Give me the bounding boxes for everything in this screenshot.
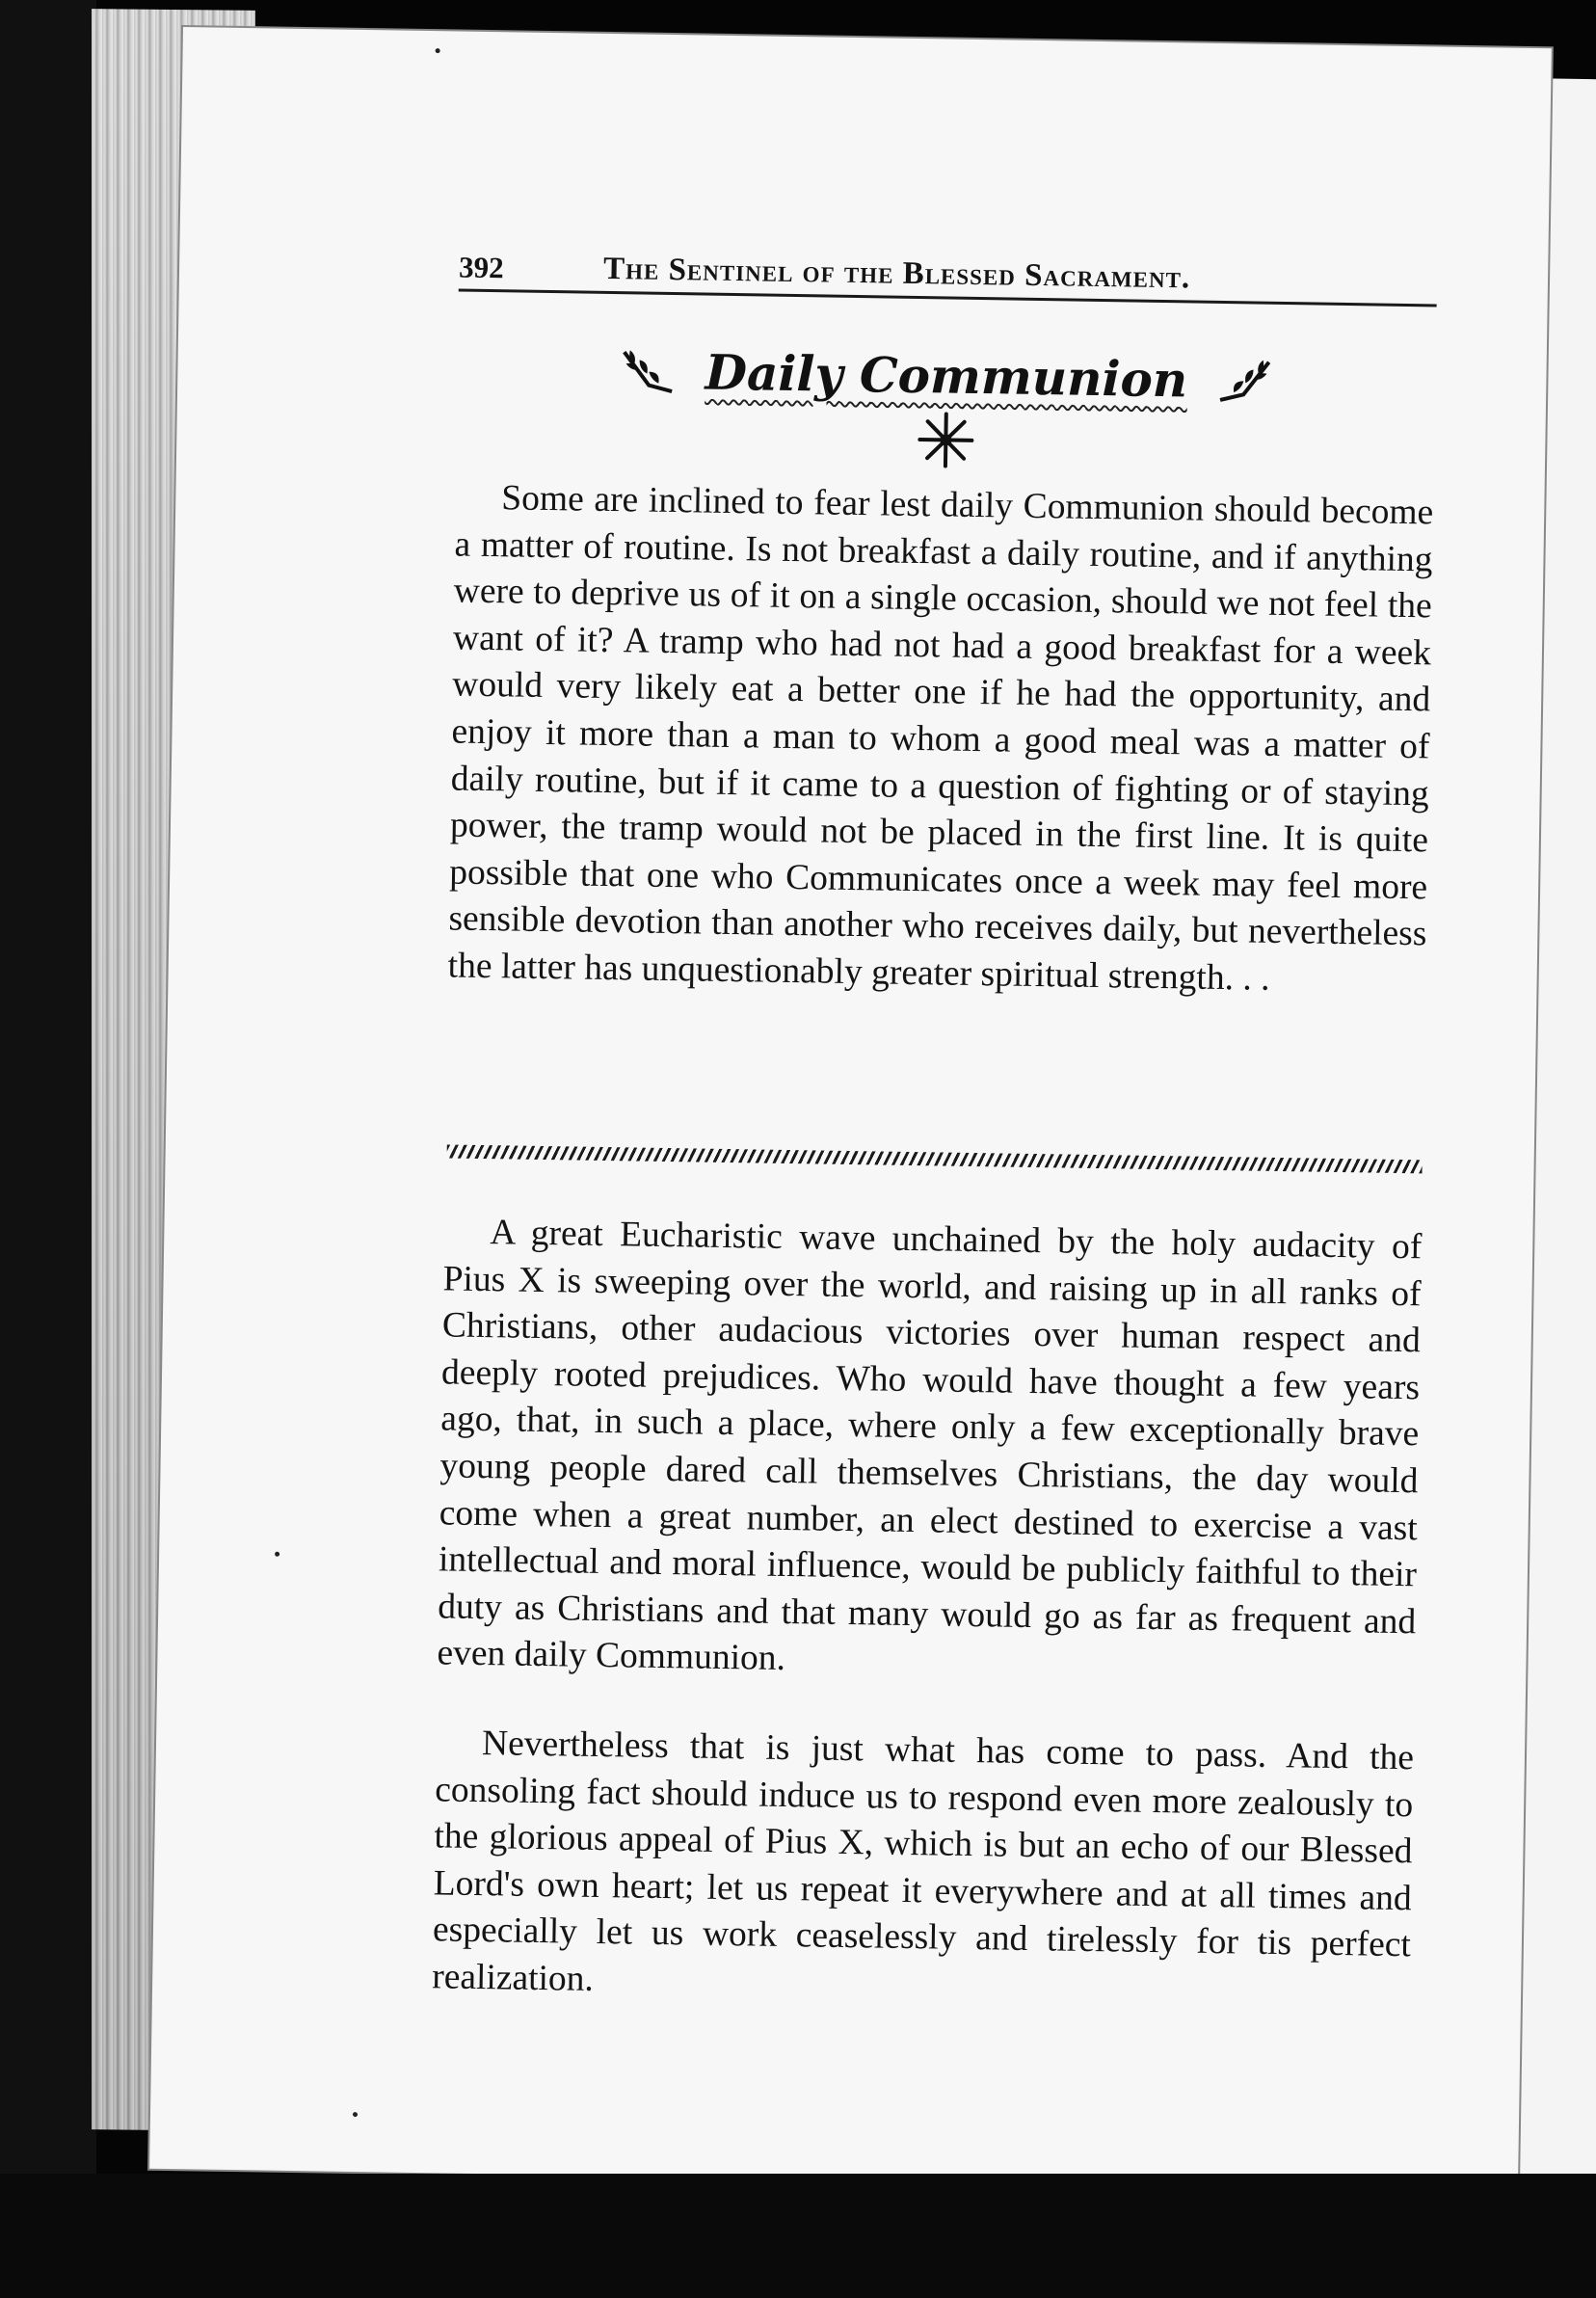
- paper-speck: [436, 48, 440, 53]
- running-head-title: The Sentinel of the Blessed Sacrament.: [602, 251, 1191, 296]
- asterism-ornament-icon: [915, 410, 975, 470]
- paper-speck: [275, 1552, 279, 1557]
- scan-background: [0, 0, 96, 2298]
- paper-speck: [353, 2112, 358, 2117]
- article-heading: [456, 340, 1436, 478]
- article-paragraph-1: Some are inclined to fear lest daily Communion should become a matter of routine. Is not breakfast a daily routine, and if anything were to deprive us of it on a single occasion, should we not feel the want of it? A tramp who had not had a good breakfast for a week would very likely eat a better one if he had the opportunity, and enjoy it more than a man to whom a good meal was a matter of daily routine, but if it came to a question of fighting or of staying power, the tramp would not be placed in the first line. It is quite possible that one who Communicates once a week may feel more sensible devotion than another who receives daily, but nevertheless the latter has unquestionably greater spiritual strength. . .: [447, 478, 1434, 999]
- running-header: [459, 242, 1438, 307]
- page-number: 392: [458, 250, 504, 285]
- article-paragraph-2: A great Eucharistic wave unchained by the holy audacity of Pius X is sweeping over the world, and raising up in all ranks of Christians, other audacious victories over human respect and deeply rooted prejudices. Who would have thought a few years ago, that, in such a place, where only a few exceptionally brave young people dared call themselves Christians, the day would come when a great number, an elect destined to exercise a vast intellectual and moral influence, would be publicly faithful to their duty as Christians and that many would go as far as frequent and even daily Communion.: [437, 1213, 1423, 1679]
- left-fleuron-icon: [620, 346, 677, 397]
- scan-bottom-background: [0, 2174, 1596, 2298]
- article-title: Daily Communion: [705, 343, 1188, 409]
- section-divider-rule: [447, 1144, 1423, 1173]
- article-paragraph-3: Nevertheless that is just what has come to pass. And the consoling fact should induce us to respond even more zealously to the glorious appeal of Pius X, which is but an echo of our Blessed Lord's own heart; let us repeat it everywhere and at all times and especially let us work ceaselessly and tirelessly for tis perfect realization.: [431, 1724, 1415, 1999]
- right-fleuron-icon: [1216, 355, 1273, 406]
- book-page: [149, 27, 1552, 2190]
